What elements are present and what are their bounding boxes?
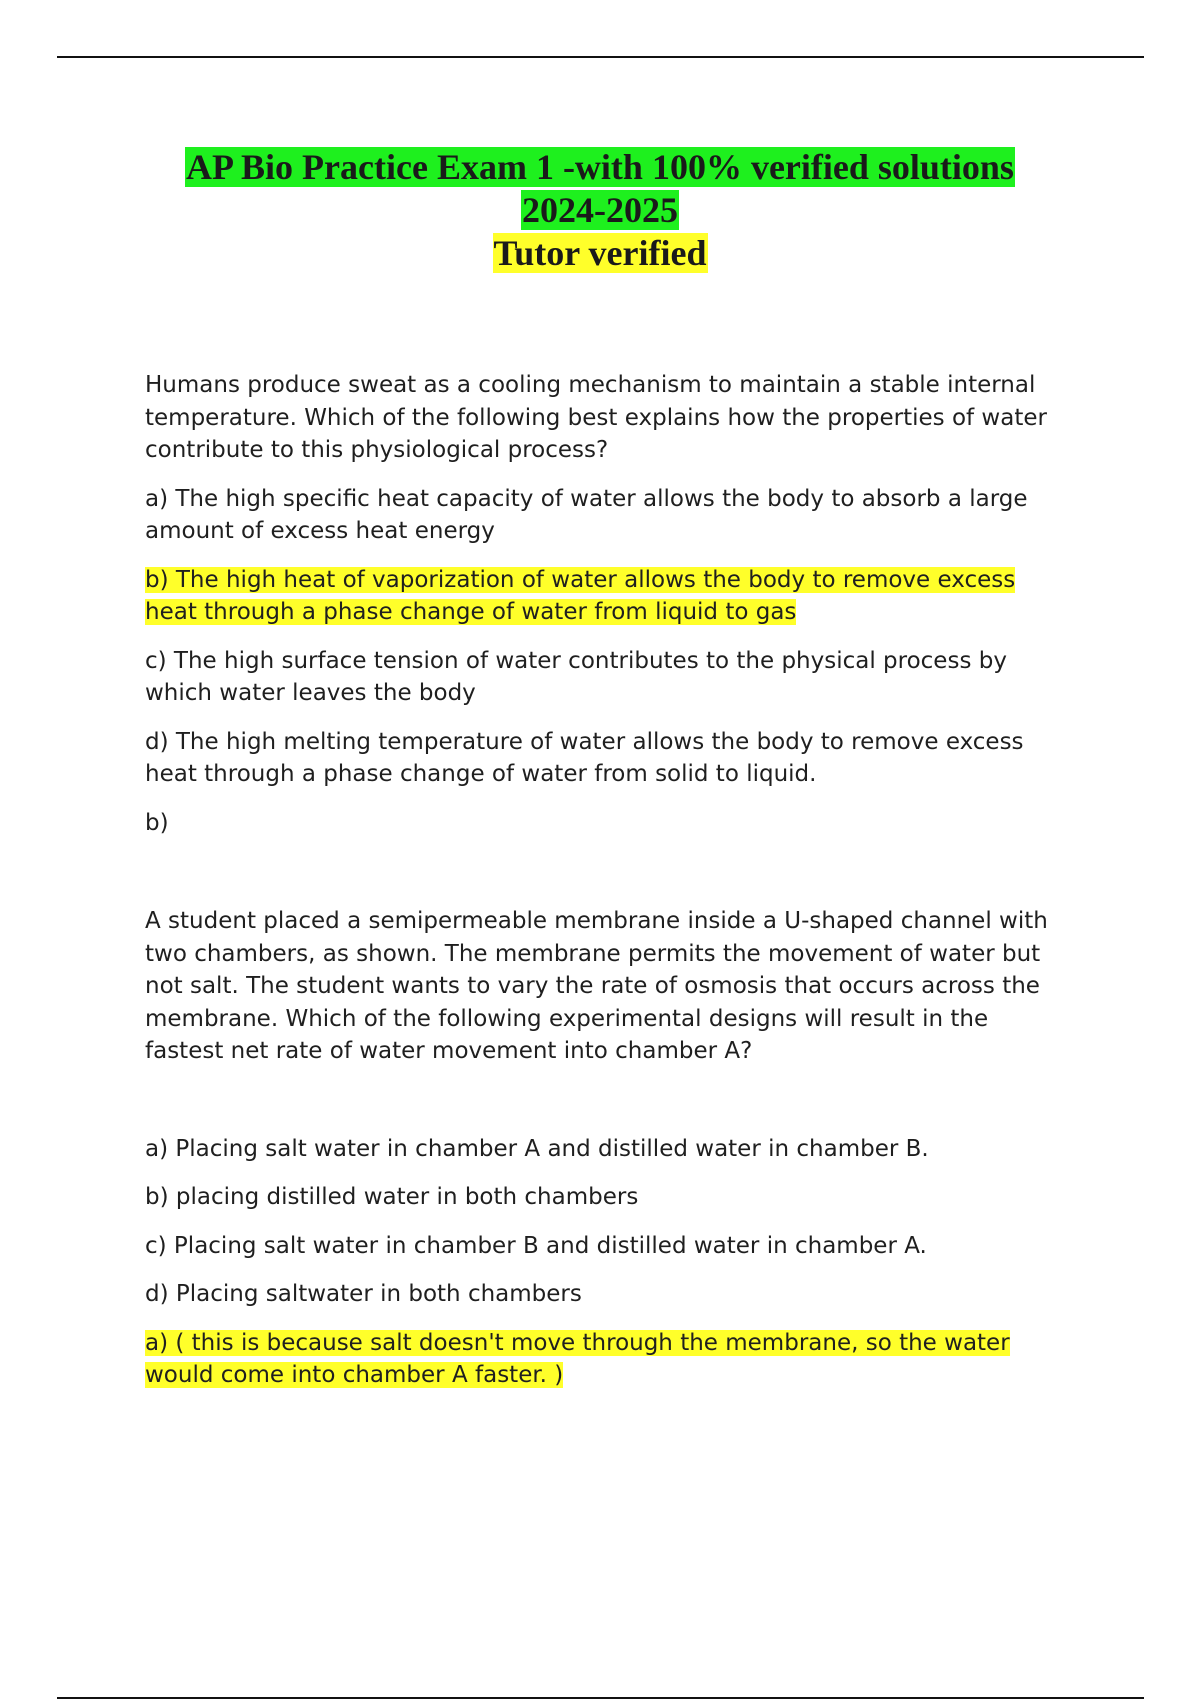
question-1	[145, 369, 1065, 855]
question-2-stem: A student placed a semipermeable membrane inside a U-shaped channel with two chambers, as shown. The membrane permits the movement of water but not salt. The student wants to vary the rate of osmosis that occurs across the membrane. Which of the following experimental designs will result in the fastest net rate of water movement into chamber A?	[145, 908, 1048, 1064]
question-1-answer: b)	[145, 809, 169, 836]
subtitle: Tutor verified	[493, 233, 707, 273]
question-2-option-c: c) Placing salt water in chamber B and distilled water in chamber A.	[145, 1232, 927, 1259]
top-rule	[57, 56, 1144, 58]
question-2	[145, 905, 1065, 1408]
question-2-option-b: b) placing distilled water in both chambers	[145, 1184, 639, 1210]
title-line-1: AP Bio Practice Exam 1 -with 100% verified solutions	[186, 147, 1014, 187]
question-1-option-d: d) The high melting temperature of water allows the body to remove excess heat through a phase change of water from solid to liquid.	[145, 728, 1024, 787]
question-1-option-b: b) The high heat of vaporization of water allows the body to remove excess heat through a phase change of water from liquid to gas	[145, 566, 1016, 625]
question-1-option-a: a) The high specific heat capacity of water allows the body to absorb a large amount of excess heat energy	[145, 485, 1028, 544]
title-block	[0, 146, 1200, 275]
title-line-2: 2024-2025	[522, 190, 678, 230]
question-1-option-c: c) The high surface tension of water contributes to the physical process by which water leaves the body	[145, 647, 1007, 706]
question-2-option-d: d) Placing saltwater in both chambers	[145, 1281, 582, 1307]
question-1-stem: Humans produce sweat as a cooling mechanism to maintain a stable internal temperature. Which of the following best explains how the properties of water contribute to this physiological process?	[145, 372, 1047, 463]
question-2-answer: a) ( this is because salt doesn't move through the membrane, so the water would come into chamber A faster. )	[145, 1329, 1010, 1388]
bottom-rule	[57, 1697, 1144, 1699]
question-2-option-a: a) Placing salt water in chamber A and distilled water in chamber B.	[145, 1135, 929, 1162]
